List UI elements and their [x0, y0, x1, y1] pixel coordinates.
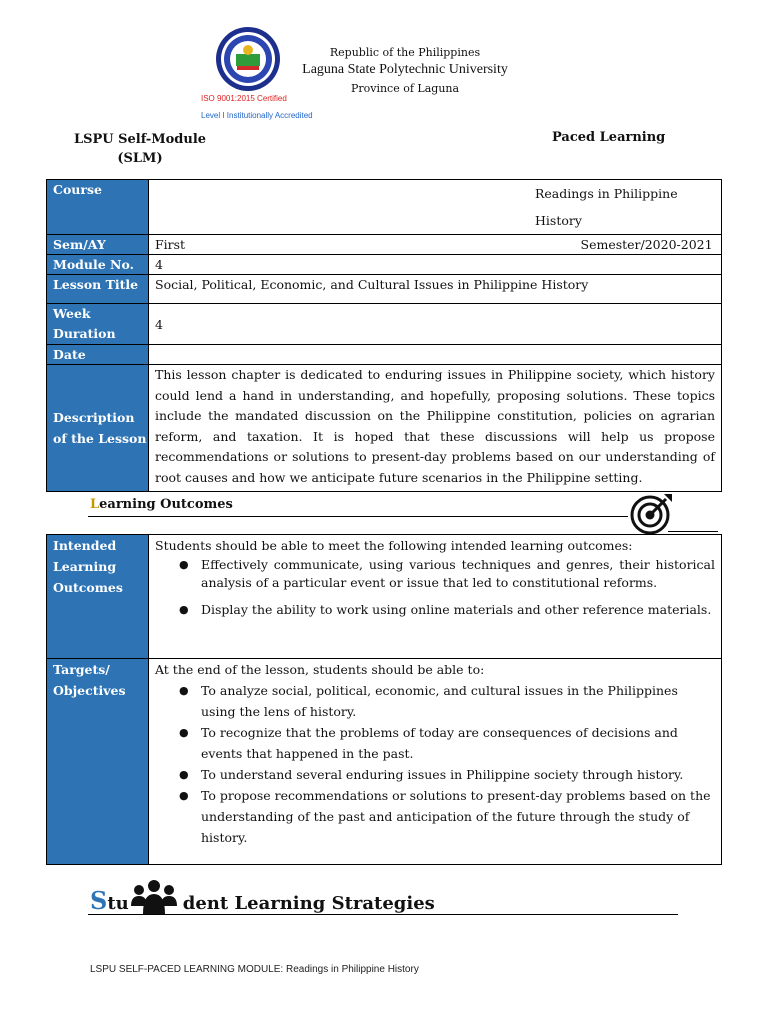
sem-value-right: Semester/2020-2021: [580, 237, 713, 252]
learning-outcomes-table: [46, 534, 722, 865]
sem-row: [47, 235, 722, 255]
description-value: This lesson chapter is dedicated to enduring issues in Philippine society, which history could lend a hand in understanding, and hopefully, proposing solutions. These topics include the mandated discussion on the Philippine constitution, policies on agrarian reform, and taxation. It is hoped that these discussions will help us propose recommendations or solutions to present-day problems based on our understanding of root causes and how we anticipate future scenarios in the Philippine setting.: [149, 365, 722, 492]
lesson-value: Social, Political, Economic, and Cultural Issues in Philippine History: [149, 275, 722, 304]
target-icon: [628, 490, 676, 538]
lesson-row: [47, 275, 722, 304]
iso-certification: ISO 9001:2015 Certified: [201, 94, 287, 103]
sem-label: Sem/AY: [47, 235, 149, 255]
ilo-list: [155, 556, 715, 619]
heading-rule: [88, 516, 628, 517]
lesson-label: Lesson Title: [47, 275, 149, 304]
course-value: Readings in Philippine History: [535, 186, 678, 228]
week-label: Week Duration: [47, 304, 149, 345]
strategies-part2: dent Learning Strategies: [182, 893, 435, 914]
accreditation-text: Level I Institutionally Accredited: [201, 111, 313, 120]
date-label: Date: [47, 345, 149, 365]
page-footer: LSPU SELF-PACED LEARNING MODULE: Readings in Philippine History: [90, 964, 419, 975]
university-name: Laguna State Polytechnic University: [302, 62, 508, 77]
strategies-part1: tu: [107, 893, 129, 914]
list-item: ● Display the ability to work using online materials and other reference materials.: [201, 601, 715, 619]
description-label: Description of the Lesson: [47, 365, 149, 492]
ilo-label: Intended Learning Outcomes: [47, 535, 149, 659]
list-item: ● To recognize that the problems of today are consequences of decisions and events that happened in the past.: [201, 722, 715, 764]
week-value: 4: [149, 304, 722, 345]
module-row: [47, 255, 722, 275]
list-item: ● To propose recommendations or solutions to present-day problems based on the understanding of the past and anticipation of the future through the study of history.: [201, 785, 715, 848]
course-label: Course: [47, 180, 149, 235]
module-label: Module No.: [47, 255, 149, 275]
list-item: ● Effectively communicate, using various techniques and genres, their historical analysis of a particular event or issue that led to constitutional reforms.: [201, 556, 715, 592]
heading-rest: earning Outcomes: [99, 497, 233, 512]
description-row: [47, 365, 722, 492]
date-value: [149, 345, 722, 365]
list-item: ● To analyze social, political, economic, and cultural issues in the Philippines using the lens of history.: [201, 680, 715, 722]
list-item: ● To understand several enduring issues in Philippine society through history.: [201, 764, 715, 785]
province-text: Province of Laguna: [350, 82, 460, 95]
learning-outcomes-heading: [90, 497, 233, 512]
heading-initial: L: [90, 497, 100, 512]
week-row: [47, 304, 722, 345]
targets-list: [155, 680, 715, 848]
targets-intro: At the end of the lesson, students should be able to:: [155, 662, 485, 677]
date-row: [47, 345, 722, 365]
targets-row: [47, 659, 722, 865]
course-row: [47, 180, 722, 235]
slm-title: LSPU Self-Module (SLM): [73, 132, 207, 166]
strategies-rule: [88, 914, 678, 915]
republic-text: Republic of the Philippines: [329, 46, 481, 59]
ilo-intro: Students should be able to meet the following intended learning outcomes:: [155, 538, 633, 553]
strategies-initial: S: [90, 886, 108, 915]
sem-value-left: First: [155, 237, 186, 252]
module-info-table: [46, 179, 722, 492]
ilo-row: [47, 535, 722, 659]
targets-label: Targets/ Objectives: [47, 659, 149, 865]
paced-learning-title: Paced Learning: [552, 130, 666, 145]
module-value: 4: [149, 255, 722, 275]
